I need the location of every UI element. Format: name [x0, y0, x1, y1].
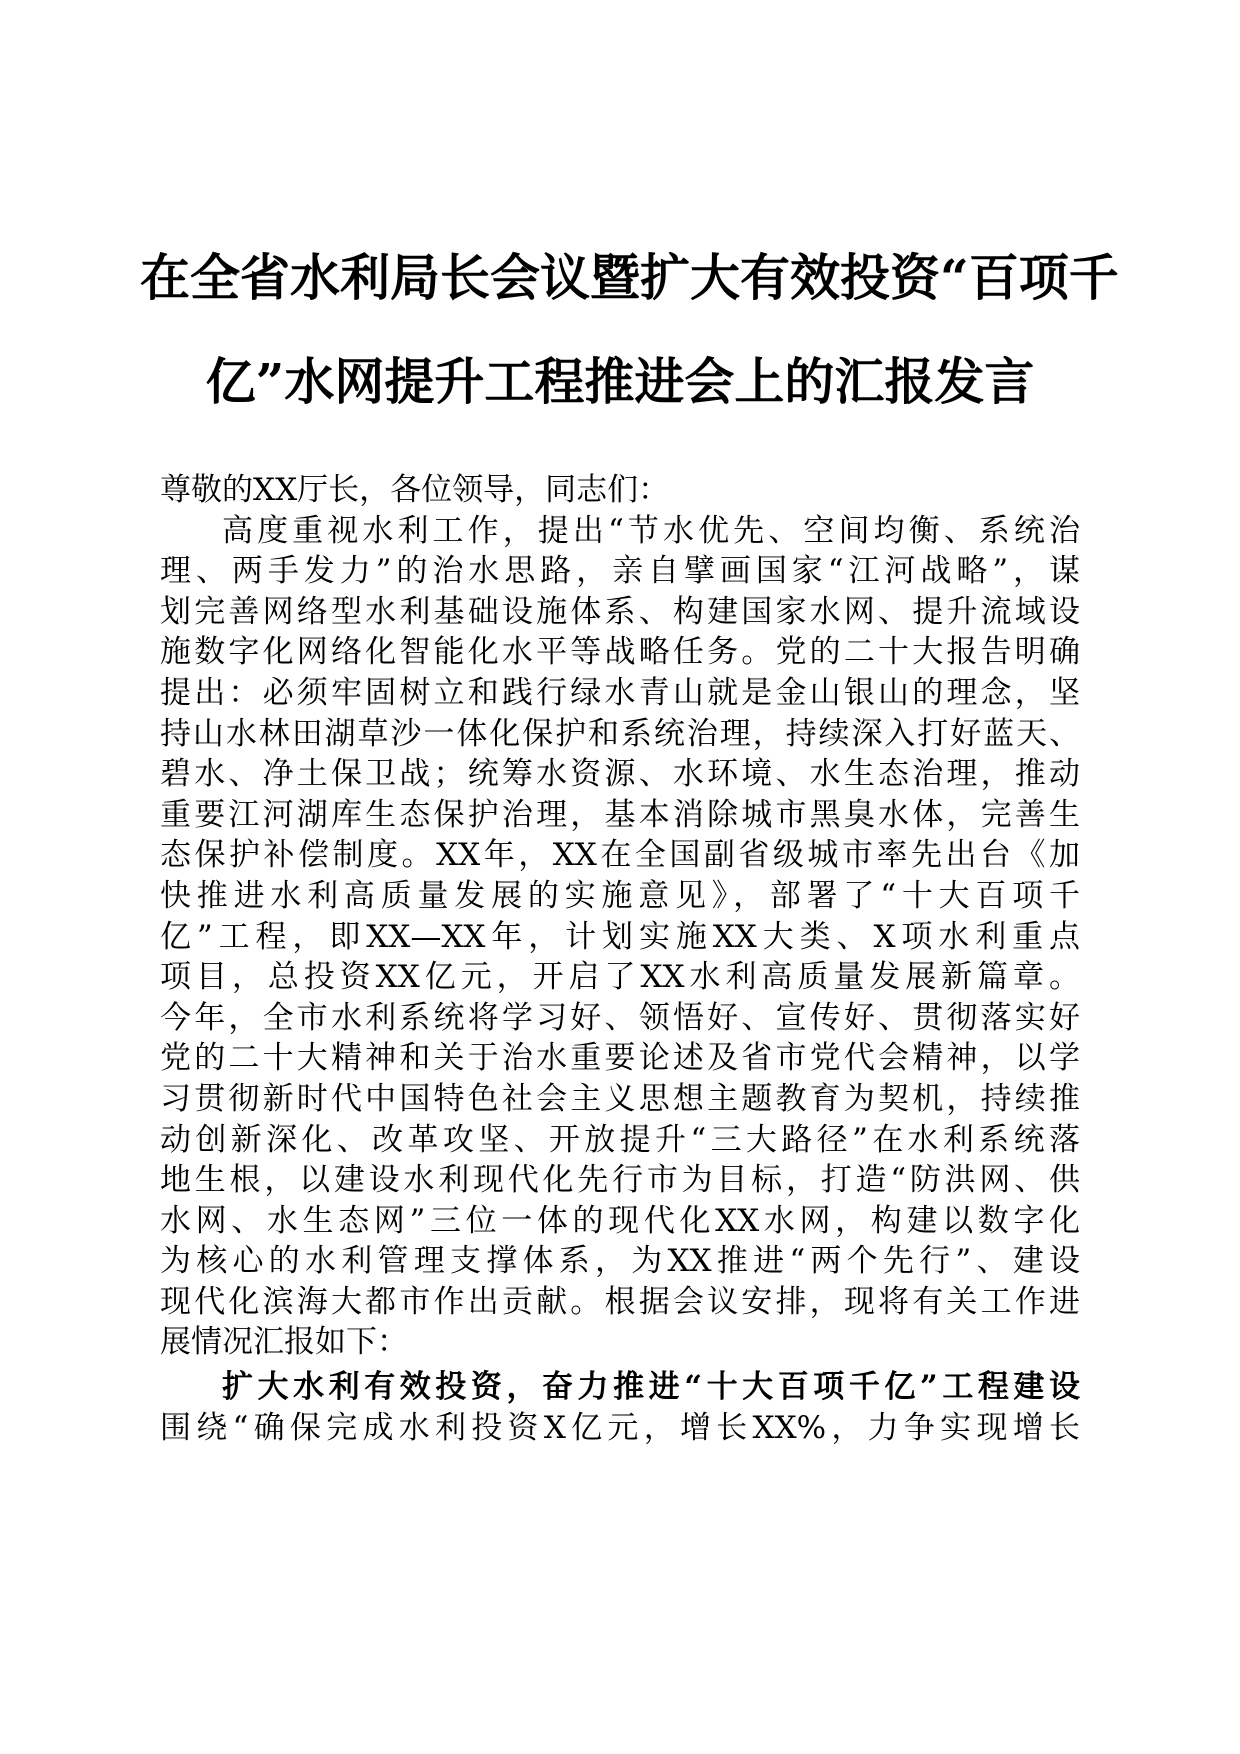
paragraph-1-line: 展情况汇报如下：	[160, 1324, 408, 1361]
paragraph-1-line: 为核心的水利管理支撑体系，为XX推进“两个先行”、建设	[160, 1243, 1080, 1280]
paragraph-1-line: 党的二十大精神和关于治水重要论述及省市党代会精神，以学	[160, 1040, 1080, 1077]
paragraph-1-line: 亿”工程，即XX—XX年，计划实施XX大类、X项水利重点	[160, 918, 1080, 955]
paragraph-1-line: 理、两手发力”的治水思路，亲自擘画国家“江河战略”，谋	[160, 553, 1080, 590]
paragraph-1-line: 提出：必须牢固树立和践行绿水青山就是金山银山的理念，坚	[160, 674, 1080, 711]
salutation: 尊敬的XX厅长，各位领导，同志们：	[160, 472, 670, 508]
paragraph-1-line: 重要江河湖库生态保护治理，基本消除城市黑臭水体，完善生	[160, 796, 1080, 833]
document-title	[140, 226, 1119, 434]
paragraph-1-line: 碧水、净土保卫战；统筹水资源、水环境、水生态治理，推动	[160, 756, 1080, 793]
paragraph-1-line: 习贯彻新时代中国特色社会主义思想主题教育为契机，持续推	[160, 1080, 1080, 1117]
section-heading: 扩大水利有效投资，奋力推进“十大百项千亿”工程建设	[222, 1369, 1080, 1406]
paragraph-1-line: 水网、水生态网”三位一体的现代化XX水网，构建以数字化	[160, 1202, 1080, 1239]
paragraph-2-line: 围绕“确保完成水利投资X亿元，增长XX%，力争实现增长	[160, 1409, 1080, 1446]
paragraph-1-line: 项目，总投资XX亿元，开启了XX水利高质量发展新篇章。	[160, 959, 1080, 996]
paragraph-1-line: 地生根，以建设水利现代化先行市为目标，打造“防洪网、供	[160, 1162, 1080, 1199]
paragraph-1-line: 动创新深化、改革攻坚、开放提升“三大路径”在水利系统落	[160, 1121, 1080, 1158]
title-line-1: 在全省水利局长会议暨扩大有效投资“百项千	[140, 248, 1119, 307]
paragraph-1-line: 持山水林田湖草沙一体化保护和系统治理，持续深入打好蓝天、	[160, 715, 1080, 752]
paragraph-1-line: 快推进水利高质量发展的实施意见》，部署了“十大百项千	[160, 877, 1080, 914]
paragraph-1-line: 施数字化网络化智能化水平等战略任务。党的二十大报告明确	[160, 634, 1080, 671]
title-line-2: 亿”水网提升工程推进会上的汇报发言	[205, 352, 1035, 411]
paragraph-1-line: 高度重视水利工作，提出“节水优先、空间均衡、系统治	[222, 512, 1080, 549]
paragraph-1-line: 现代化滨海大都市作出贡献。根据会议安排，现将有关工作进	[160, 1283, 1080, 1320]
paragraph-1-line: 划完善网络型水利基础设施体系、构建国家水网、提升流域设	[160, 593, 1080, 630]
paragraph-1-line: 态保护补偿制度。XX年，XX在全国副省级城市率先出台《加	[160, 837, 1080, 874]
document-body	[160, 470, 1080, 1448]
paragraph-1-line: 今年，全市水利系统将学习好、领悟好、宣传好、贯彻落实好	[160, 999, 1080, 1036]
